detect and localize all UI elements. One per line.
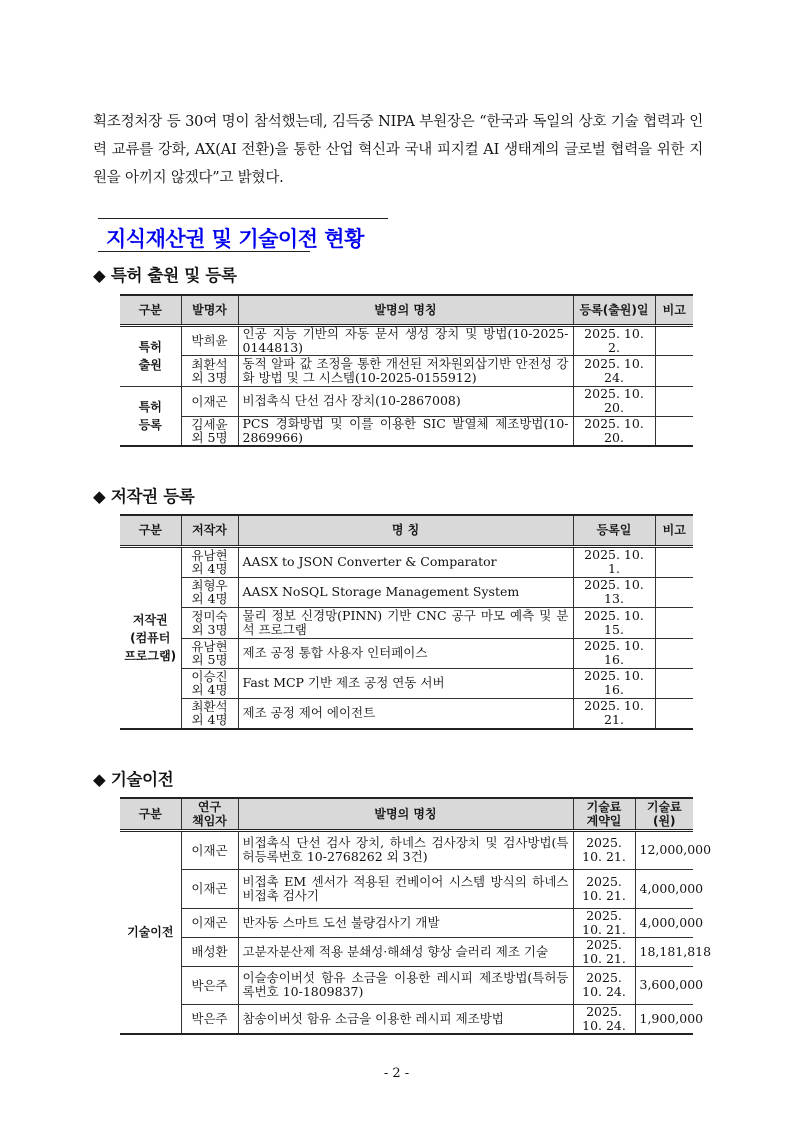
date-cell: 2025. 10. 15. (573, 607, 655, 638)
date-cell: 2025. 10. 21. (573, 908, 635, 937)
note-cell: 18,181,818 (635, 937, 693, 966)
column-header: 비고 (655, 295, 693, 325)
column-header: 명 칭 (238, 515, 573, 546)
column-header: 기술료 계약일 (573, 798, 635, 830)
note-cell (655, 638, 693, 668)
title-cell: AASX to JSON Converter & Comparator (238, 546, 573, 577)
column-header: 등록일 (573, 515, 655, 546)
table-row (120, 908, 693, 937)
column-header: 저작자 (181, 515, 238, 546)
note-cell (655, 325, 693, 355)
category-cell: 특허 등록 (120, 386, 181, 446)
table-row (120, 416, 693, 446)
table-row (120, 698, 693, 729)
person-cell: 이재곤 (181, 908, 238, 937)
date-cell: 2025. 10. 16. (573, 668, 655, 698)
date-cell: 2025. 10. 24. (573, 1004, 635, 1034)
note-cell: 4,000,000 (635, 908, 693, 937)
person-cell: 박은주 (181, 1004, 238, 1034)
table-row (120, 607, 693, 638)
table-row (120, 386, 693, 416)
copyrights-heading: ◆ 저작권 등록 (93, 487, 195, 506)
title-cell: AASX NoSQL Storage Management System (238, 577, 573, 607)
page-number: - 2 - (383, 1066, 410, 1081)
person-cell: 정미숙 외 3명 (181, 607, 238, 638)
date-cell: 2025. 10. 21. (573, 937, 635, 966)
patents-heading: ◆ 특허 출원 및 등록 (93, 266, 237, 285)
category-cell: 저작권 (컴퓨터 프로그램) (120, 546, 181, 729)
table-row (120, 937, 693, 966)
date-cell: 2025. 10. 16. (573, 638, 655, 668)
header-row (120, 798, 693, 830)
table-row (120, 355, 693, 386)
person-cell: 유남현 외 5명 (181, 638, 238, 668)
note-cell (655, 577, 693, 607)
table-row (120, 577, 693, 607)
title-cell: 이슬송이버섯 함유 소금을 이용한 레시피 제조방법(특허등록번호 10-1809837) (238, 966, 573, 1004)
note-cell: 3,600,000 (635, 966, 693, 1004)
person-cell: 최형우 외 4명 (181, 577, 238, 607)
title-cell: 동적 알파 값 조정을 통한 개선된 저차원외삽기반 안전성 강화 방법 및 그 시스템(10-2025-0155912) (238, 355, 573, 386)
column-header: 발명의 명칭 (238, 798, 573, 830)
column-header: 구분 (120, 798, 181, 830)
note-cell: 12,000,000 (635, 830, 693, 869)
date-cell: 2025. 10. 13. (573, 577, 655, 607)
person-cell: 유남현 외 4명 (181, 546, 238, 577)
person-cell: 김세윤 외 5명 (181, 416, 238, 446)
category-cell: 기술이전 (120, 830, 181, 1034)
table-row (120, 830, 693, 869)
title-cell: 비접촉식 단선 검사 장치(10-2867008) (238, 386, 573, 416)
copyrights-table (120, 514, 693, 730)
person-cell: 이재곤 (181, 386, 238, 416)
note-cell (655, 416, 693, 446)
table-row (120, 1004, 693, 1034)
column-header: 구분 (120, 295, 181, 325)
title-cell: 비접촉식 단선 검사 장치, 하네스 검사장치 및 검사방법(특허등록번호 10-2768262 외 3건) (238, 830, 573, 869)
title-cell: 고분자분산제 적용 분쇄성·해쇄성 향상 슬러리 제조 기술 (238, 937, 573, 966)
transfers-table (120, 797, 712, 1035)
date-cell: 2025. 10. 24. (573, 966, 635, 1004)
person-cell: 이승진 외 4명 (181, 668, 238, 698)
title-cell: 물리 정보 신경망(PINN) 기반 CNC 공구 마모 예측 및 분석 프로그램 (238, 607, 573, 638)
date-cell: 2025. 10. 21. (573, 869, 635, 908)
person-cell: 최환석 외 4명 (181, 698, 238, 729)
column-header: 기술료 (원) (635, 798, 693, 830)
transfers-heading: ◆ 기술이전 (93, 770, 174, 789)
title-cell: 비접촉 EM 센서가 적용된 컨베이어 시스템 방식의 하네스 비접촉 검사기 (238, 869, 573, 908)
title-cell: 인공 지능 기반의 자동 문서 생성 장치 및 방법(10-2025-0144813) (238, 325, 573, 355)
table-row (120, 668, 693, 698)
person-cell: 이재곤 (181, 869, 238, 908)
column-header: 구분 (120, 515, 181, 546)
title-cell: 제조 공정 통합 사용자 인터페이스 (238, 638, 573, 668)
date-cell: 2025. 10. 2. (573, 325, 655, 355)
table-row (120, 546, 693, 577)
person-cell: 박은주 (181, 966, 238, 1004)
date-cell: 2025. 10. 21. (573, 830, 635, 869)
title-cell: PCS 경화방법 및 이를 이용한 SIC 발열체 제조방법(10-2869966) (238, 416, 573, 446)
person-cell: 이재곤 (181, 830, 238, 869)
date-cell: 2025. 10. 20. (573, 416, 655, 446)
patents-table (120, 294, 693, 447)
title-cell: Fast MCP 기반 제조 공정 연동 서버 (238, 668, 573, 698)
table-row (120, 325, 693, 355)
title-cell: 반자동 스마트 도선 불량검사기 개발 (238, 908, 573, 937)
column-header: 비고 (655, 515, 693, 546)
table-row (120, 869, 693, 908)
category-cell: 특허 출원 (120, 325, 181, 386)
note-cell (655, 607, 693, 638)
note-cell (655, 668, 693, 698)
section-title-box (98, 218, 388, 253)
title-cell: 제조 공정 제어 에이전트 (238, 698, 573, 729)
body-paragraph: 획조정처장 등 30여 명이 참석했는데, 김득중 NIPA 부원장은 “한국과 독일의 상호 기술 협력과 인력 교류를 강화, AX(AI 전환)을 통한 산업 혁신과 국내 피지컬 AI 생태계의 글로벌 협력을 위한 지원을 아끼지 않겠다”고 밝혔다. (93, 114, 703, 186)
date-cell: 2025. 10. 21. (573, 698, 655, 729)
date-cell: 2025. 10. 24. (573, 355, 655, 386)
section-title: 지식재산권 및 기술이전 현황 (106, 227, 364, 251)
column-header: 발명자 (181, 295, 238, 325)
date-cell: 2025. 10. 1. (573, 546, 655, 577)
note-cell (655, 698, 693, 729)
note-cell (655, 355, 693, 386)
table-row (120, 638, 693, 668)
date-cell: 2025. 10. 20. (573, 386, 655, 416)
header-row (120, 515, 693, 546)
person-cell: 최환석 외 3명 (181, 355, 238, 386)
column-header: 연구 책임자 (181, 798, 238, 830)
section-title-underline (98, 251, 310, 252)
note-cell (655, 386, 693, 416)
table-row (120, 966, 693, 1004)
title-cell: 참송이버섯 함유 소금을 이용한 레시피 제조방법 (238, 1004, 573, 1034)
person-cell: 박희윤 (181, 325, 238, 355)
column-header: 등록(출원)일 (573, 295, 655, 325)
note-cell (655, 546, 693, 577)
person-cell: 배성환 (181, 937, 238, 966)
note-cell: 4,000,000 (635, 869, 693, 908)
note-cell: 1,900,000 (635, 1004, 693, 1034)
column-header: 발명의 명칭 (238, 295, 573, 325)
header-row (120, 295, 693, 325)
